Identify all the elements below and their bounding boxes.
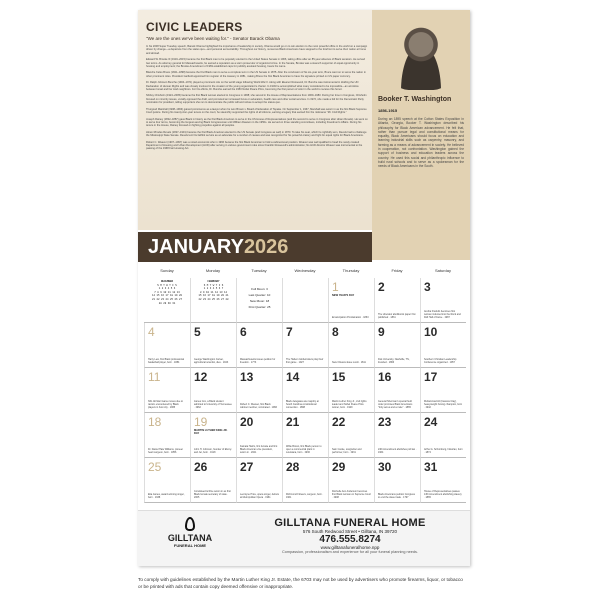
day-number: 18 — [148, 415, 162, 429]
day-cell[interactable] — [420, 278, 466, 323]
day-event: The Harlem Globetrotters play their first game · 1927 — [286, 358, 324, 364]
weekday-header — [144, 268, 466, 273]
advertiser-address: 576 South Redwood Street • Gilltana, IN 39720 — [302, 529, 398, 534]
day-event: Willie Brown, first Black person to open a commercial plant in Louisiana, born · 1936 — [286, 445, 322, 454]
day-cell[interactable] — [144, 458, 190, 503]
featured-years: 1856-1915 — [378, 108, 398, 113]
day-event: House of Representatives passes 13th Amendment abolishing slavery · 1865 — [424, 490, 462, 499]
day-event: Sam Cooke, songwriter and performer, born · 1931 — [332, 448, 362, 454]
day-number: 22 — [332, 415, 346, 429]
day-number: 29 — [332, 460, 346, 474]
day-event: Emancipation Proclamation · 1863 — [332, 316, 369, 319]
advertiser-logo — [160, 517, 220, 548]
moon-phases — [236, 278, 282, 323]
calendar-page — [138, 10, 470, 566]
day-cell[interactable] — [374, 413, 420, 458]
moon-phase: Full Moon: 3 — [251, 287, 268, 291]
day-cell[interactable] — [190, 458, 236, 503]
month-name: JANUARY — [148, 236, 244, 258]
advertisement — [138, 510, 470, 566]
day-number: 5 — [194, 325, 201, 339]
leader-paragraph: In his 2008 Super Tuesday speech, Barack Obama highlighted the importance of leadership in society. Obama would go on to win election to the most powerful office in the world on a campaign driven by change—a departure from the status quo—and personal accountability. Throughout our history, numerous Black Americans have stepped to the forefront to serve their nation at home and abroad. — [146, 45, 368, 55]
day-cell[interactable] — [282, 413, 328, 458]
holiday-label: NEW YEAR'S DAY — [332, 294, 355, 297]
advertiser-tagline: Compassion, professionalism and experience for all your funeral planning needs. — [282, 550, 418, 554]
holiday-label: MARTIN LUTHER KING JR. DAY — [194, 429, 228, 435]
day-number: 2 — [378, 280, 385, 294]
day-number: 8 — [332, 325, 339, 339]
day-number: 11 — [148, 370, 161, 384]
leader-paragraph: Dr. Ralph Johnson Bunche (1904–1971) played a prominent role on the world stage following World War II. Along with Eleanor Roosevelt, Dr. Bunche was instrumental in drafting the UN Declaration of Human Rights and was closely involved in the creation of the young organization's charter. In 1949 he accomplished what many considered to be impossible—an armistice between Israel and her Arab neighbors. For his efforts, Dr. Bunche earned the 1950 Nobel Peace Prize, becoming the first person of color in the world to receive this honor. — [146, 81, 359, 92]
weekday-label: Sunday — [160, 268, 174, 273]
mini-calendar-mini_next — [190, 278, 236, 323]
day-event: Kamala Harris, first female and first Black American vice president, sworn in · 2021 — [240, 445, 278, 454]
weekday-label: Saturday — [434, 268, 451, 273]
day-number: 30 — [378, 460, 392, 474]
day-number: 17 — [424, 370, 438, 384]
mini-calendar-row: S M T W T F S — [157, 283, 177, 287]
mini-calendar-mini_prev — [144, 278, 190, 323]
calendar-grid — [144, 278, 466, 503]
leader-paragraph: Shirley Chisholm (1924–2005) became the first Black woman elected to Congress in 1968; she served in the House of Representatives from 1969–1983. During her time in Congress, Chisholm focused on minority issues, vocally opposed the draft, and promoted an increased focus on education, health care and other social services. In 1972, she made a bid for the Democratic Party nomination for president, telling supporters she ran to demonstrate the public will and refuse to accept the status quo. — [146, 94, 367, 105]
day-cell[interactable] — [374, 368, 420, 413]
day-event: Harry Lew, first Black professional basketball player, born · 1884 — [148, 358, 185, 364]
day-event: Leontyne Price, opera singer, debuts at Metropolitan Opera · 1961 — [240, 493, 279, 499]
day-cell[interactable] — [374, 458, 420, 503]
day-event: NFL All-Star Game moves due to racism encountered by Black players in host city · 1965 — [148, 400, 183, 409]
day-event: Richmond Flowers, surgeon, born · 1961 — [286, 493, 324, 499]
quote: "We are the ones we've been waiting for." - Senator Barack Obama — [146, 36, 280, 41]
day-cell[interactable] — [190, 368, 236, 413]
day-number: 28 — [286, 460, 300, 474]
day-cell[interactable] — [282, 323, 328, 368]
leader-paragraph: Robert C. Weaver (1907–1997) was a noted economist who in 1966 became the first Black American to hold a cabinet-level position. Weaver was well qualified to head the newly created Department of Housing and Urban Development (HUD) after serving in various government roles since Franklin Roosevelt's administration; his HUD director Weaver was instrumental to the passing of the 1968 Fair Housing Act. — [146, 140, 363, 151]
day-event: New Orleans slave revolt · 1811 — [332, 361, 366, 364]
weekday-label: Wednesday — [294, 268, 316, 273]
section-title: CIVIC LEADERS — [146, 20, 243, 34]
mini-calendar-row: 14 15 16 17 18 19 20 — [151, 294, 182, 298]
day-cell[interactable] — [328, 278, 374, 323]
mini-calendar-row: 1 2 3 4 5 6 7 — [203, 287, 224, 291]
day-number: 24 — [424, 415, 438, 429]
day-cell[interactable] — [420, 413, 466, 458]
day-event: Muhammad Ali (Cassius Clay), heavyweight boxing champion, born · 1942 — [424, 400, 463, 409]
day-event: Etta James, award-winning singer, born · 1938 — [148, 493, 185, 499]
day-cell[interactable] — [236, 323, 282, 368]
day-cell[interactable] — [190, 413, 236, 458]
day-event: 24th Amendment abolishes poll tax · 1964 — [378, 448, 417, 454]
day-cell[interactable] — [328, 323, 374, 368]
mini-calendar-row: 28 29 30 31 — [158, 301, 176, 305]
leader-paragraph: Blanche Kelso Bruce (1841–1898) became the first Black man to serve a complete term in the US Senate in 1875. After the conclusion of his six-year term, Bruce went on to serve the nation in other prominent roles. President Garfield appointed him register of the treasury in 1881, making Bruce the first Black American to have his signature printed on US paper currency. — [146, 71, 366, 78]
leader-paragraph: Thurgood Marshall (1908–1993) gained prominence as a lawyer when he won Brown v. Board of Education of Topeka. On September 1, 1967, Marshall was sworn in as the first Black Supreme Court justice. During his twenty-four-year tenure on the court, he staunchly supported the rights of all citizens, earning a legacy that earned him the nickname "Mr. Civil Rights." — [146, 107, 367, 115]
day-cell[interactable] — [144, 413, 190, 458]
day-cell[interactable] — [144, 323, 190, 368]
leader-paragraph: Joseph Rainey (1832–1887) gave Black in history as the first Black American to serve in the US House of Representatives (and the second to serve in Congress after Hiram Revels). He went on to serve four terms, becoming the longest-serving Black Congressman until William Dawson in the 1950s. He served on three standing committees, including Freedmen's Affairs. During his tenure in the House, Rainey focused on fighting prejudice against all peoples. — [146, 117, 368, 128]
day-number: 27 — [240, 460, 254, 474]
day-event: Arthur A. Schomburg, historian, born · 1874 — [424, 448, 463, 454]
day-number: 4 — [148, 325, 155, 339]
mini-calendar-row: S M T W T F S — [203, 283, 224, 287]
weekday-label: Thursday — [342, 268, 360, 273]
day-event: General Sherman's special field order promises Black Americans "forty acres and a mule" · 1865 — [378, 400, 413, 409]
day-event: Rochelle Ann Anderson becomes first Black woman on Supreme Court · 1908 — [332, 490, 371, 499]
mini-calendar-row: 1 2 3 4 5 6 — [158, 287, 176, 291]
featured-bio: During an 1895 speech at the Cotton States Exposition in Atlanta, Georgia, Booker T. Washington described his philosophy for Black American advancement. He felt that, rather than pursue legal and constitutional means for equality, Black Americans should focus on education and learning industrial skills such as carpentry, masonry, and farming as a means of advancement in society. He believed in cooperation, not confrontation. Washington gained the support of business and education leaders across the country. He used this social and philanthropic influence to build rural schools and to serve as a spokesman for the needs of Black Americans in the South. — [378, 117, 464, 169]
featured-name: Booker T. Washington — [378, 96, 452, 103]
advertiser-website: www.gilltanafuneralhome.npp — [320, 545, 380, 550]
day-event: James Cox, a Black student admitted to University of Tennessee · 1962 — [194, 400, 232, 409]
day-number: 16 — [378, 370, 392, 384]
day-cell[interactable] — [328, 413, 374, 458]
day-number: 10 — [424, 325, 438, 339]
month-year: 2026 — [243, 236, 289, 258]
day-cell[interactable] — [374, 278, 420, 323]
moon-phase: First Quarter: 25 — [248, 305, 271, 309]
logo-subtitle: FUNERAL HOME — [173, 543, 207, 548]
day-event: Black delegates are majority at South Carolina constitutional convention · 1868 — [286, 400, 319, 409]
day-number: 19 — [194, 415, 208, 429]
day-number: 7 — [286, 325, 293, 339]
day-event: George Washington Carver, agricultural scientist, dies · 1943 — [194, 358, 229, 364]
day-event: Aretha Franklin becomes first woman inducted into the Rock and Roll Hall of Fame · 1987 — [424, 310, 461, 319]
day-cell[interactable] — [420, 323, 466, 368]
day-number: 14 — [286, 370, 300, 384]
mini-calendar-row: 8 9 10 11 12 13 14 — [199, 290, 227, 294]
mini-calendar-row: 7 8 9 10 11 12 13 — [154, 290, 180, 294]
mini-calendar-title: FEBRUARY — [207, 280, 220, 283]
day-event: Condoleezza Rice sworn in as first Black female secretary of state · 2005 — [194, 490, 231, 499]
day-event: Southern Christian Leadership Conference organized · 1957 — [424, 358, 457, 364]
logo-name: GILLTANA — [167, 533, 213, 543]
day-event: John H. Johnson, founder of Ebony and Jet, born · 1918 — [194, 448, 232, 454]
day-event: Martin Luther King Jr., civil rights leader and Nobel Peace Prize winner, born · 1929 — [332, 400, 367, 409]
mini-calendar-row: 21 22 23 24 25 26 27 — [151, 297, 182, 301]
advertiser-phone: 476.555.8274 — [319, 534, 381, 545]
day-number: 20 — [240, 415, 254, 429]
day-cell[interactable] — [328, 458, 374, 503]
featured-leader-panel — [372, 10, 470, 260]
day-number: 3 — [424, 280, 431, 294]
mini-calendar-row: 22 23 24 25 26 27 28 — [198, 297, 229, 301]
weekday-label: Tuesday — [251, 268, 267, 273]
moon-phase: Last Quarter: 10 — [248, 293, 271, 297]
day-number: 1 — [332, 280, 339, 294]
day-cell[interactable] — [420, 458, 466, 503]
empty-cell — [282, 278, 328, 323]
day-cell[interactable] — [236, 368, 282, 413]
day-event: Massachusetts issues petition for freedom · 1773 — [240, 358, 276, 364]
day-cell[interactable] — [374, 323, 420, 368]
day-cell[interactable] — [236, 413, 282, 458]
disclaimer: To comply with guidelines established by the Martin Luther King Jr. Estate, the 6703 may not be used by advertisers who promote firearms, liquor, or tobacco or be printed with ads that contain copy deemed offensive or inappropriate. — [138, 577, 463, 589]
day-cell[interactable] — [236, 458, 282, 503]
day-cell[interactable] — [420, 368, 466, 413]
mini-calendar-title: DECEMBER — [160, 280, 173, 283]
mini-calendar-row: 15 16 17 18 19 20 21 — [198, 294, 229, 298]
day-number: 31 — [424, 460, 438, 474]
day-number: 12 — [194, 370, 208, 384]
day-event: Robert C. Weaver, first Black cabinet member, nominated · 1966 — [240, 403, 277, 409]
day-number: 9 — [378, 325, 385, 339]
day-cell[interactable] — [190, 323, 236, 368]
day-event: Fisk University, Nashville, TN, founded · 1866 — [378, 358, 410, 364]
day-number: 26 — [194, 460, 208, 474]
day-cell[interactable] — [144, 368, 190, 413]
day-event: Dr. Daniel Hale Williams, pioneer heart surgeon, born · 1856 — [148, 448, 183, 454]
day-number: 6 — [240, 325, 247, 339]
day-number: 25 — [148, 460, 162, 474]
day-cell[interactable] — [282, 458, 328, 503]
leader-paragraph: Hiram Rhodes Revels (1827–1901) became the first Black American elected to the US Senate (and Congress as well) in 1870. To take his seat, which he rightfully won, Revels had to challenge the Mississippi State Senate. Revels lent his faithful service as an advocate for a number of causes and was recognized for his powerful oratory and fight for equal rights for Black Americans. — [146, 130, 367, 138]
flame-icon — [185, 517, 195, 531]
advertiser-name: GILLTANA FUNERAL HOME — [274, 517, 426, 529]
leader-paragraph: Edward W. Brooke III (1919–2015) became the first Black man to be popularly elected to the United States Senate in 1966, taking office after an 85-year absence of Black senators. He served two terms. As attorney general for Massachusetts, he earned a reputation as a stern prosecutor of organized crime. In the Senate, Brooke was a staunch supporter of equal opportunity in housing and employment; the Brooke Amendment of 1969 established caps for publicly assisted housing, bears his name. — [146, 58, 365, 69]
day-cell[interactable] — [282, 368, 328, 413]
weekday-label: Friday — [391, 268, 403, 273]
day-event: The Liberator abolitionist paper first published · 1831 — [378, 313, 416, 319]
day-number: 15 — [332, 370, 346, 384]
portrait-image — [390, 20, 452, 90]
weekday-label: Monday — [205, 268, 221, 273]
day-number: 13 — [240, 370, 254, 384]
day-event: Black Americans petition Congress to end the slave trade · 1797 — [378, 493, 415, 499]
moon-phase: New Moon: 18 — [249, 299, 270, 303]
day-number: 23 — [378, 415, 392, 429]
day-cell[interactable] — [328, 368, 374, 413]
day-number: 21 — [286, 415, 300, 429]
month-banner — [138, 232, 372, 262]
